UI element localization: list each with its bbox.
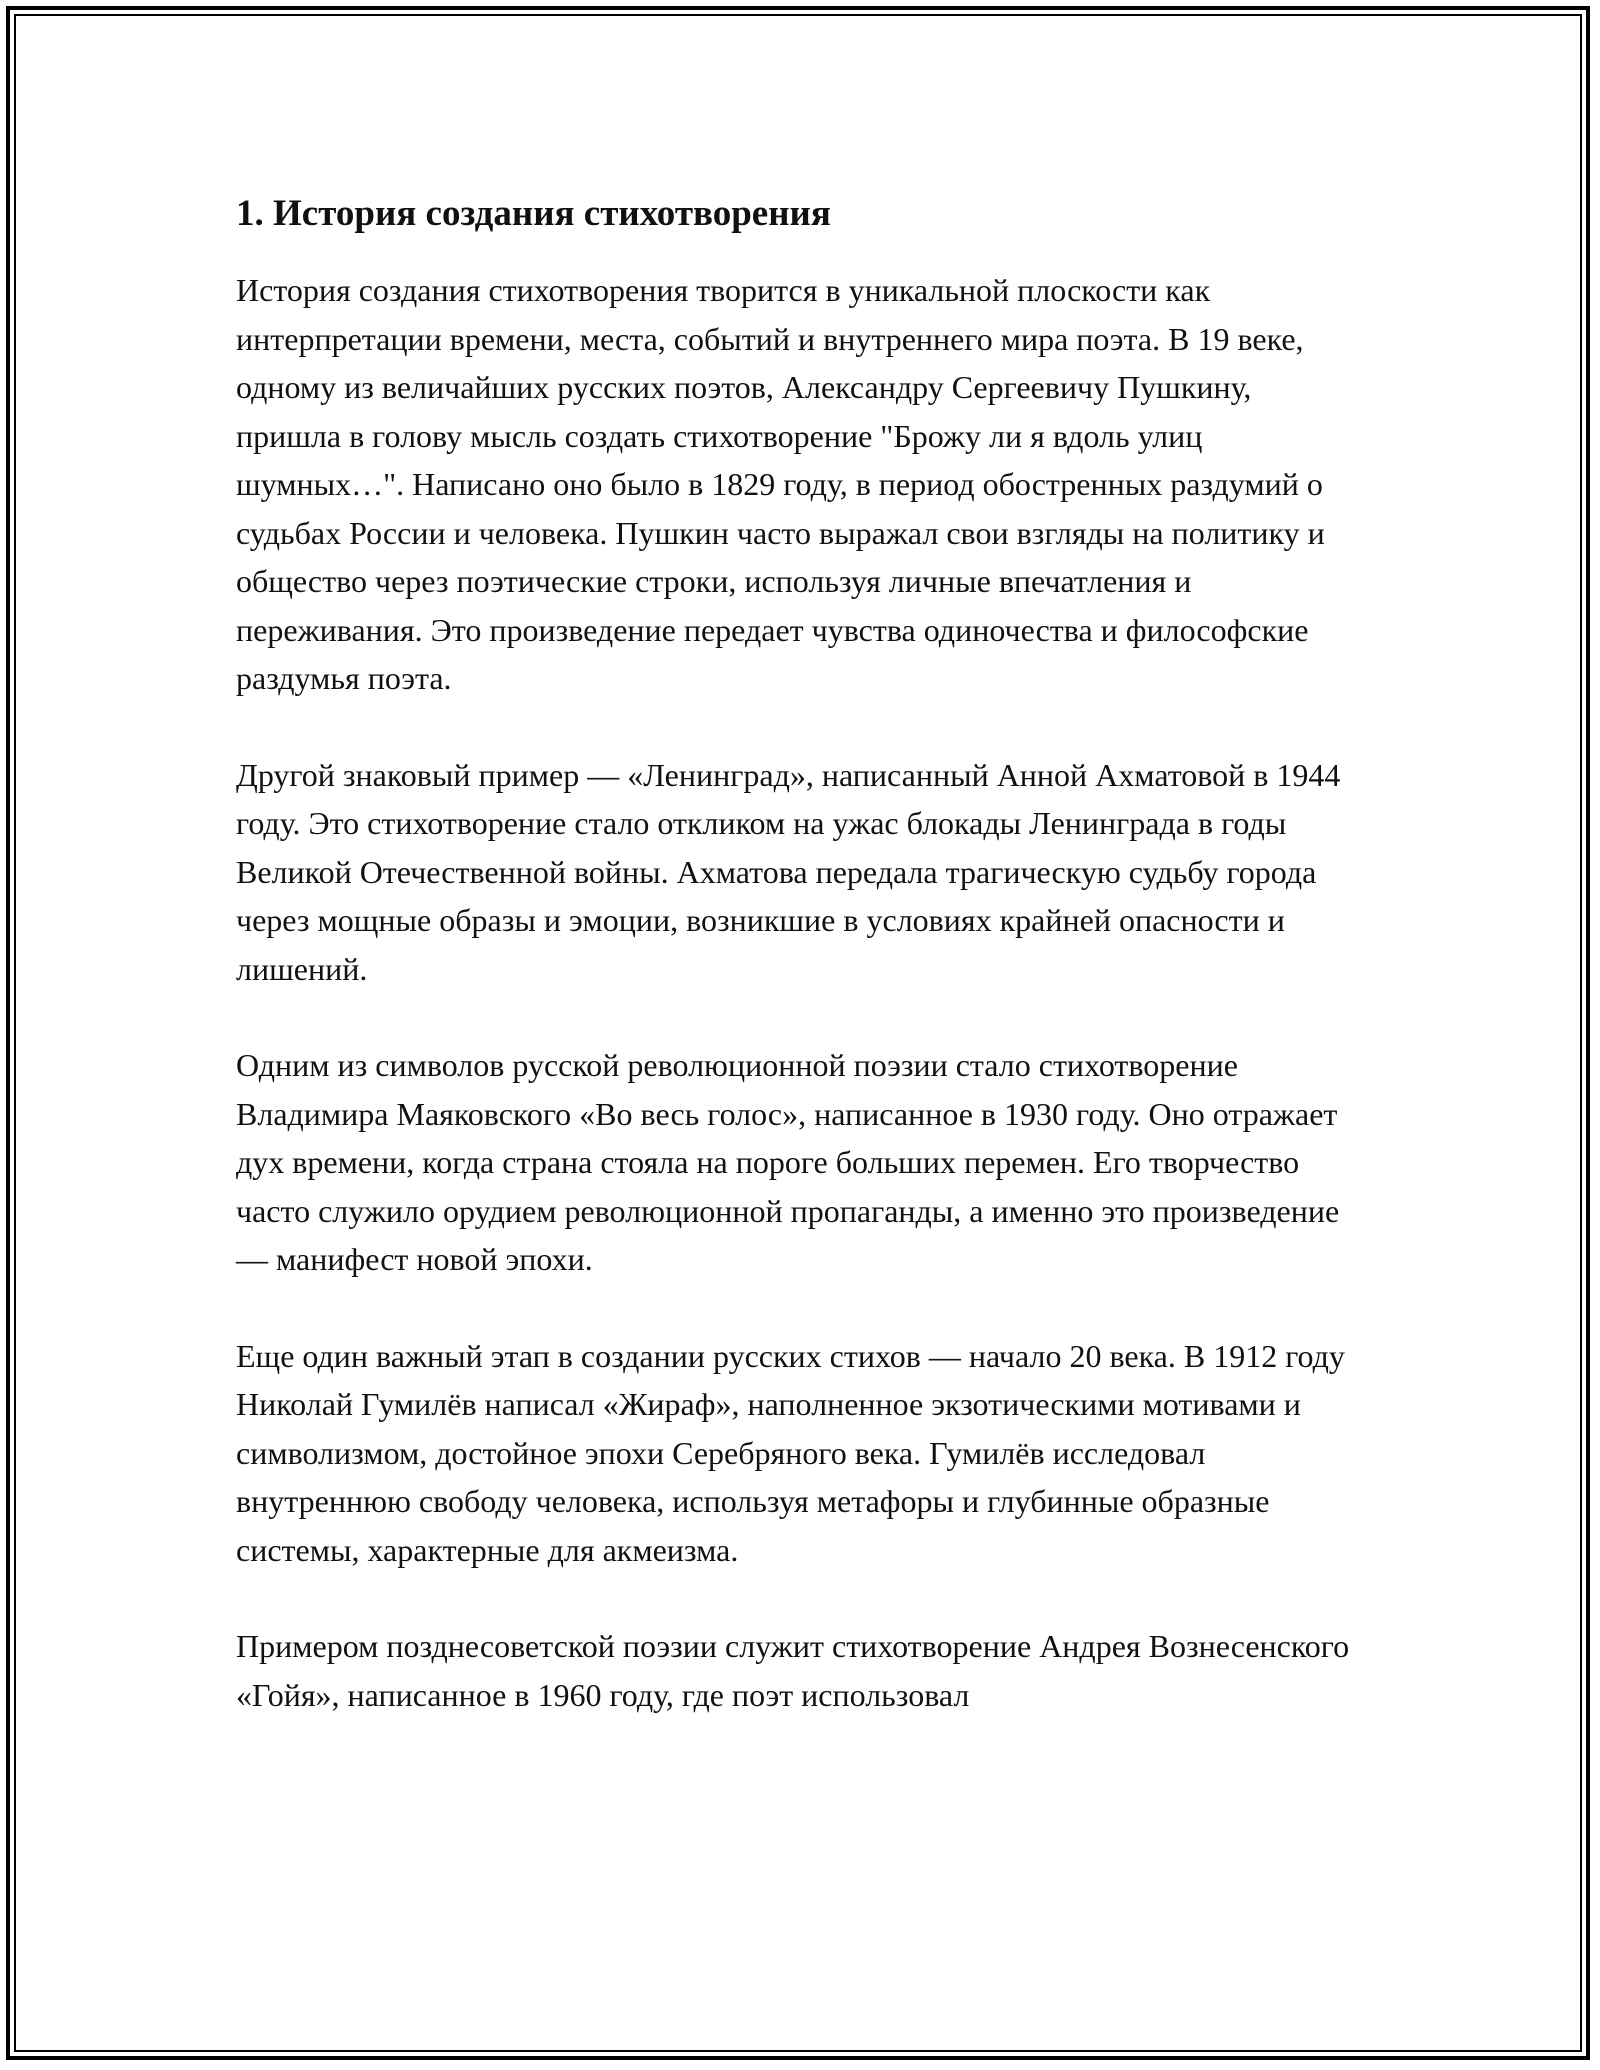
paragraph-mayakovsky: Одним из символов русской революционной поэзии стало стихотворение Владимира Маяковского «Во весь голос», написанное в 1930 году. Оно отражает дух времени, когда страна стояла на пороге больших перемен. Его творчество часто служило орудием революционной пропаганды, а именно это произведение — манифест новой эпохи. [236, 1047, 1340, 1277]
paragraph-akhmatova: Другой знаковый пример — «Ленинград», написанный Анной Ахматовой в 1944 году. Это стихотворение стало откликом на ужас блокады Ленинграда в годы Великой Отечественной войны. Ахматова передала трагическую судьбу города через мощные образы и эмоции, возникшие в условиях крайней опасности и лишений. [236, 756, 1341, 987]
document-body [236, 186, 1364, 1767]
paragraph-pushkin: История создания стихотворения творится в уникальной плоскости как интерпретации времени, места, событий и внутреннего мира поэта. В 19 веке, одному из величайших русских поэтов, Александру Сергеевичу Пушкину, пришла в голову мысль создать стихотворение "Брожу ли я вдоль улиц шумных…". Написано оно было в 1829 году, в период обостренных раздумий о судьбах России и человека. Пушкин часто выражал свои взгляды на политику и общество через поэтические строки, используя личные впечатления и переживания. Это произведение передает чувства одиночества и философские раздумья поэта. [236, 272, 1325, 696]
paragraph-voznesensky: Примером позднесоветской поэзии служит стихотворение Андрея Вознесенского «Гойя», написанное в 1960 году, где поэт использовал [236, 1628, 1350, 1713]
section-heading: 1. История создания стихотворения [236, 193, 831, 234]
paragraph-gumilev: Еще один важный этап в создании русских стихов — начало 20 века. В 1912 году Николай Гумилёв написал «Жираф», наполненное экзотическими мотивами и символизмом, достойное эпохи Серебряного века. Гумилёв исследовал внутреннюю свободу человека, используя метафоры и глубинные образные системы, характерные для акмеизма. [236, 1337, 1345, 1568]
